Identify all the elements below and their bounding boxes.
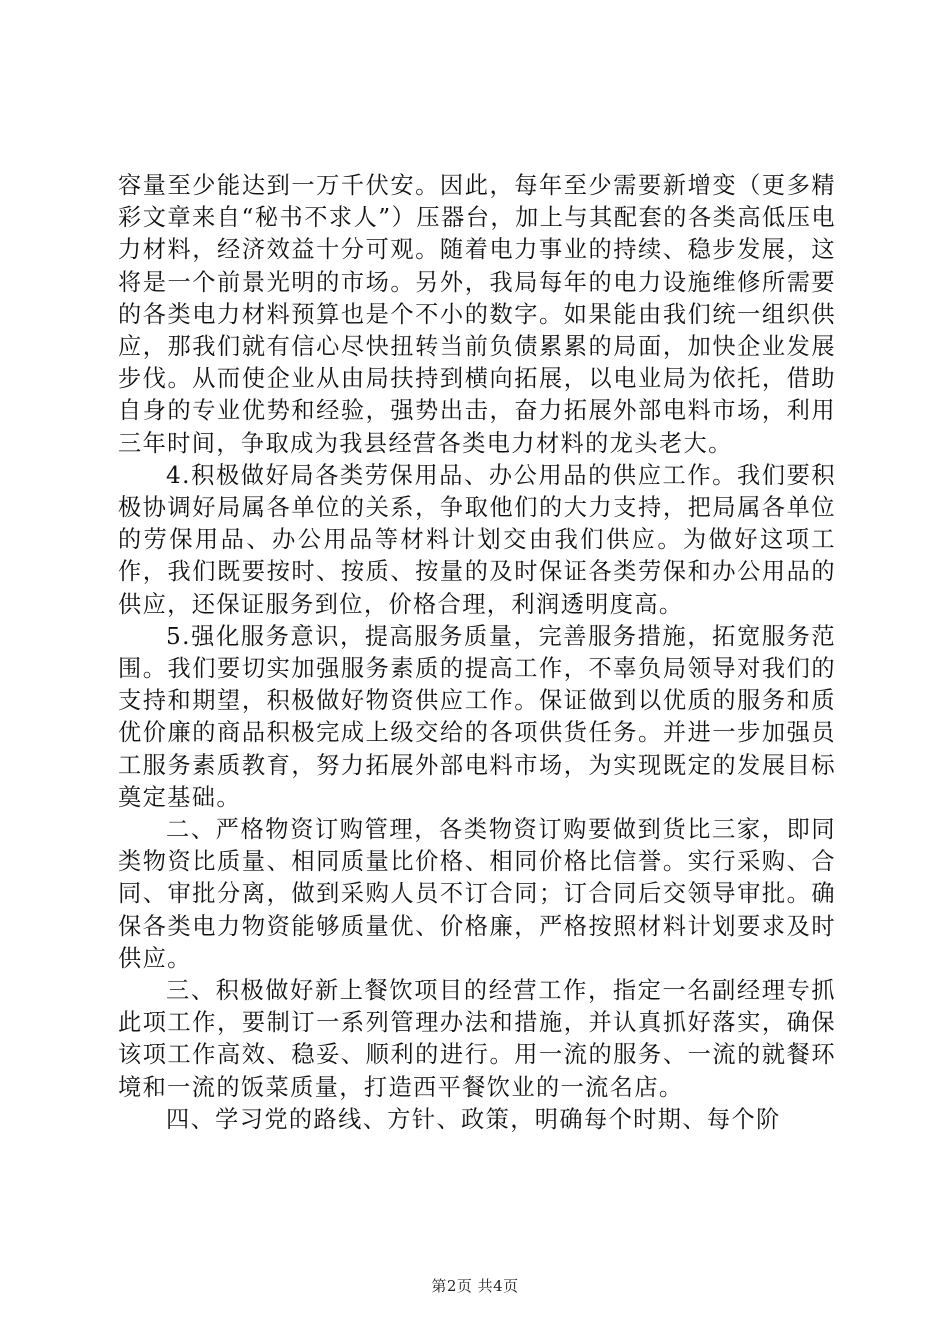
paragraph-item-5: 5.强化服务意识，提高服务质量，完善服务措施，拓宽服务范围。我们要切实加强服务素质的提高工作，不辜负局领导对我们的支持和期望，积极做好物资供应工作。保证做到以优质的服务和质优价廉的商品积极完成上级交给的各项供货任务。并进一步加强员工服务素质教育，努力拓展外部电料市场，为实现既定的发展目标奠定基础。 (118, 622, 836, 811)
paragraph-section-2: 二、严格物资订购管理，各类物资订购要做到货比三家，即同类物资比质量、相同质量比价格、相同价格比信誉。实行采购、合同、审批分离，做到采购人员不订合同；订合同后交领导审批。确保各类电力物资能够质量优、价格廉，严格按照材料计划要求及时供应。 (118, 816, 836, 972)
paragraph-section-3: 三、积极做好新上餐饮项目的经营工作，指定一名副经理专抓此项工作，要制订一系列管理办法和措施，并认真抓好落实，确保该项工作高效、稳妥、顺利的进行。用一流的服务、一流的就餐环境和一流的饭菜质量，打造西平餐饮业的一流名店。 (118, 977, 836, 1101)
document-body (118, 170, 836, 1136)
paragraph-item-4: 4.积极做好局各类劳保用品、办公用品的供应工作。我们要积极协调好局属各单位的关系，争取他们的大力支持，把局属各单位的劳保用品、办公用品等材料计划交由我们供应。为做好这项工作，我们既要按时、按质、按量的及时保证各类劳保和办公用品的供应，还保证服务到位，价格合理，利润透明度高。 (118, 461, 836, 618)
paragraph-continuation: 容量至少能达到一万千伏安。因此，每年至少需要新增变（更多精彩文章来自“秘书不求人”）压器台，加上与其配套的各类高低压电力材料，经济效益十分可观。随着电力事业的持续、稳步发展，这将是一个前景光明的市场。另外，我局每年的电力设施维修所需要的各类电力材料预算也是个不小的数字。如果能由我们统一组织供应，那我们就有信心尽快扭转当前负债累累的局面，加快企业发展步伐。从而使企业从由局扶持到横向拓展，以电业局为依托，借助自身的专业优势和经验，强势出击，奋力拓展外部电料市场，利用三年时间，争取成为我县经营各类电力材料的龙头老大。 (118, 172, 836, 457)
page-number-footer: 第2页 共4页 (431, 1277, 519, 1295)
paragraph-section-4: 四、学习党的路线、方针、政策，明确每个时期、每个阶 (166, 1105, 781, 1133)
